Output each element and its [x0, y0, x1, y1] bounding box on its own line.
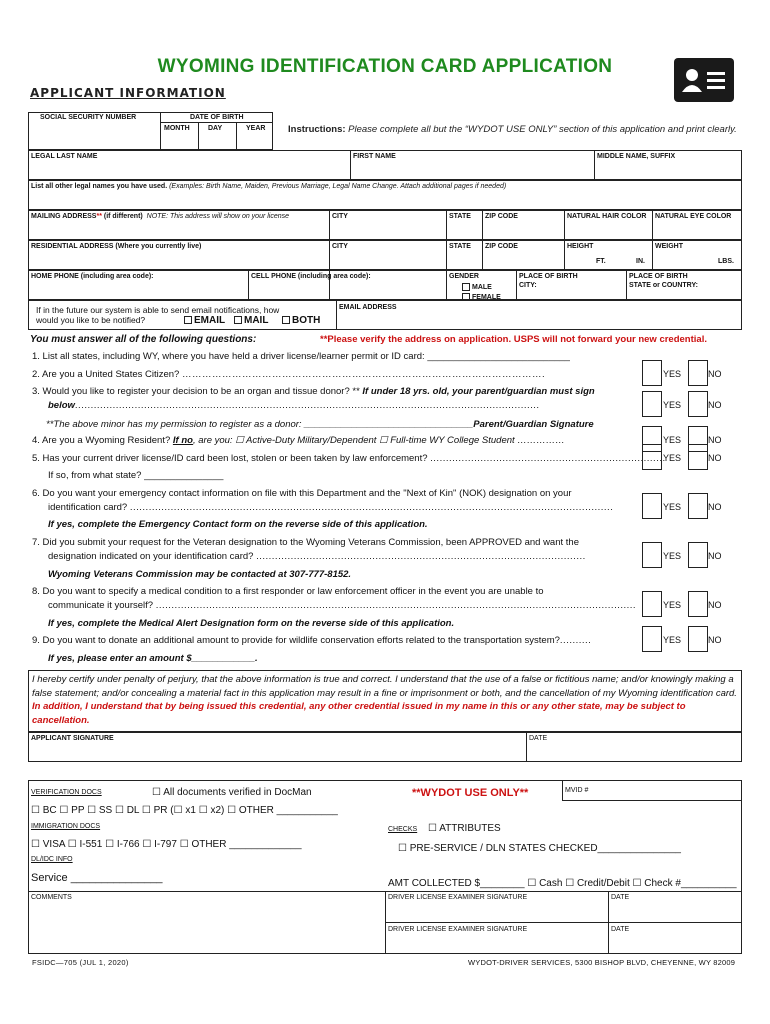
question-9: 9. Do you want to donate an additional amount to provide for wildlife conservation efforts related to the transportation system?..........: [32, 635, 592, 646]
immigration-docs-label: IMMIGRATION DOCS: [31, 823, 101, 830]
wydot-use-only: **WYDOT USE ONLY**: [412, 787, 529, 799]
day-label: DAY: [208, 125, 223, 132]
q9-yes-label: YES: [663, 635, 682, 645]
city-label: CITY: [332, 213, 348, 220]
eye-label: NATURAL EYE COLOR: [655, 213, 732, 220]
applicant-signature-label: APPLICANT SIGNATURE: [31, 735, 114, 742]
state-label-2: STATE: [449, 243, 471, 250]
form-number: FSIDC—705 (JUL 1, 2020): [32, 958, 129, 967]
mail-option[interactable]: MAIL: [234, 315, 268, 326]
all-docs-verified[interactable]: ☐ All documents verified in DocMan: [152, 787, 312, 798]
examiner-date-label-2: DATE: [611, 926, 630, 933]
examiner-signature-label-1: DRIVER LICENSE EXAMINER SIGNATURE: [388, 894, 528, 901]
height-label: HEIGHT: [567, 243, 594, 250]
month-label: MONTH: [164, 125, 190, 132]
q9-no-label: NO: [708, 635, 722, 645]
q3-yes-label: YES: [663, 400, 682, 410]
section-heading: APPLICANT INFORMATION: [30, 86, 226, 100]
year-label: YEAR: [246, 125, 266, 132]
question-5: 5. Has your current driver license/ID card been lost, stolen or been taken by law enforcement? ...........................................................................: [32, 453, 666, 464]
gender-label: GENDER: [449, 273, 479, 280]
dlidc-info-label: DL/IDC INFO: [31, 856, 73, 863]
question-5-state: If so, from what state? _______________: [48, 470, 224, 481]
q6-yes-label: YES: [663, 502, 682, 512]
question-6: 6. Do you want your emergency contact information on file with this Department and the "Next of Kin" (NOK) designation on your: [32, 488, 572, 499]
q5-yes-box[interactable]: [642, 444, 662, 470]
q7-no-box[interactable]: [688, 542, 708, 568]
pob-label: PLACE OF BIRTH: [519, 273, 578, 280]
cell-phone-label: CELL PHONE (including area code):: [251, 273, 371, 280]
attributes-option[interactable]: ☐ ATTRIBUTES: [428, 823, 501, 834]
date-label: DATE: [529, 735, 548, 742]
q6-no-box[interactable]: [688, 493, 708, 519]
comments-label: COMMENTS: [31, 894, 72, 901]
q7-yes-label: YES: [663, 551, 682, 561]
pob-state-label: PLACE OF BIRTH: [629, 273, 688, 280]
q3-yes-box[interactable]: [642, 391, 662, 417]
q4-yes-label: YES: [663, 435, 682, 445]
hair-label: NATURAL HAIR COLOR: [567, 213, 647, 220]
weight-label: WEIGHT: [655, 243, 683, 250]
q2-yes-box[interactable]: [642, 360, 662, 386]
signature-row: [28, 732, 742, 762]
minor-permission: **The above minor has my permission to register as a donor: ________________________________Parent/Guardian Signature: [46, 419, 594, 430]
email-address-label: EMAIL ADDRESS: [339, 304, 397, 311]
dob-label: DATE OF BIRTH: [190, 114, 244, 121]
question-6-b: identification card? ..........................................................................................................................................................: [48, 502, 614, 513]
q4-no-label: NO: [708, 435, 722, 445]
amount-collected[interactable]: AMT COLLECTED $________ ☐ Cash ☐ Credit/Debit ☐ Check #__________: [388, 878, 737, 889]
verification-options[interactable]: ☐ BC ☐ PP ☐ SS ☐ DL ☐ PR (☐ x1 ☐ x2) ☐ OTHER ___________: [31, 805, 338, 816]
id-card-icon: [674, 58, 734, 102]
certification-text: I hereby certify under penalty of perjury, that the above information is true and correct. I understand that the use of a false or fictitious name; and/or knowingly making a false statement; and/or concealing a material fact in this application may result in a fine or imprisonment or both, and the cancellation of my Wyoming identification card. In addition, I understand that by being issued this credential, any other credential issued in my name in this or any other state, may be subject to cancellation.: [32, 674, 737, 726]
q2-no-box[interactable]: [688, 360, 708, 386]
q3-no-label: NO: [708, 400, 722, 410]
q3-no-box[interactable]: [688, 391, 708, 417]
first-name-label: FIRST NAME: [353, 153, 396, 160]
q7-yes-box[interactable]: [642, 542, 662, 568]
q6-no-label: NO: [708, 502, 722, 512]
question-7-b: designation indicated on your identification card? .........................................................................................................: [48, 551, 586, 562]
question-7-note: Wyoming Veterans Commission may be contacted at 307-777-8152.: [48, 569, 352, 580]
footer-address: WYDOT-DRIVER SERVICES, 5300 BISHOP BLVD, CHEYENNE, WY 82009: [468, 958, 736, 967]
question-3-below: below....................................................................................................................................................: [48, 400, 540, 411]
female-option[interactable]: FEMALE: [462, 293, 501, 301]
examiner-signature-label-2: DRIVER LICENSE EXAMINER SIGNATURE: [388, 926, 528, 933]
instructions: Instructions: Please complete all but the “WYDOT USE ONLY” section of this application and print clearly.: [288, 124, 737, 135]
question-8-b: communicate it yourself? .........................................................................................................................................................: [48, 600, 637, 611]
question-1: 1. List all states, including WY, where you have held a driver license/learner permit or ID card: ___________________________: [32, 351, 570, 362]
q7-no-label: NO: [708, 551, 722, 561]
last-name-label: LEGAL LAST NAME: [31, 153, 98, 160]
service-field[interactable]: Service _______________: [31, 872, 163, 884]
q2-no-label: NO: [708, 369, 722, 379]
mailing-label: MAILING ADDRESS** (if different) NOTE: This address will show on your license: [31, 213, 290, 220]
home-phone-label: HOME PHONE (including area code):: [31, 273, 154, 280]
pob-city-label: CITY:: [519, 282, 537, 289]
q8-yes-label: YES: [663, 600, 682, 610]
question-9-amount: If yes, please enter an amount $____________.: [48, 653, 258, 664]
q9-no-box[interactable]: [688, 626, 708, 652]
zip-label-2: ZIP CODE: [485, 243, 518, 250]
q8-no-label: NO: [708, 600, 722, 610]
ft-label: FT.: [596, 258, 606, 265]
examiner-date-label-1: DATE: [611, 894, 630, 901]
q9-yes-box[interactable]: [642, 626, 662, 652]
residential-label: RESIDENTIAL ADDRESS (Where you currently live): [31, 243, 202, 250]
other-names-label: List all other legal names you have used. (Examples: Birth Name, Maiden, Previous Marriage, Legal Name Change. Attach additional pages if needed): [31, 183, 507, 190]
question-4: 4. Are you a Wyoming Resident? If no, are you: ☐ Active-Duty Military/Dependent ☐ Full-time WY College Student ……………: [32, 435, 565, 446]
form-title: WYOMING IDENTIFICATION CARD APPLICATION: [157, 56, 613, 77]
question-3: 3. Would you like to register your decision to be an organ and tissue donor? ** If under 18 yrs. old, your parent/guardian must sign: [32, 386, 595, 397]
immigration-options[interactable]: ☐ VISA ☐ I-551 ☐ I-766 ☐ I-797 ☐ OTHER _____________: [31, 839, 302, 850]
q8-no-box[interactable]: [688, 591, 708, 617]
lbs-label: LBS.: [718, 258, 734, 265]
in-label: IN.: [636, 258, 645, 265]
q5-no-label: NO: [708, 453, 722, 463]
preservice-option[interactable]: ☐ PRE-SERVICE / DLN STATES CHECKED_______________: [398, 843, 681, 854]
question-7: 7. Did you submit your request for the Veteran designation to the Wyoming Veterans Commission, been APPROVED and want the: [32, 537, 579, 548]
verify-address-note: **Please verify the address on application. USPS will not forward your new credential.: [320, 334, 707, 345]
q8-yes-box[interactable]: [642, 591, 662, 617]
mvid-label: MVID #: [565, 787, 589, 794]
pob-state-label-2: STATE or COUNTRY:: [629, 282, 698, 289]
verification-docs-label: VERIFICATION DOCS: [31, 789, 102, 796]
q2-yes-label: YES: [663, 369, 682, 379]
zip-label: ZIP CODE: [485, 213, 518, 220]
state-label: STATE: [449, 213, 471, 220]
email-option[interactable]: EMAIL: [184, 315, 225, 326]
middle-name-label: MIDDLE NAME, SUFFIX: [597, 153, 676, 160]
ssn-label: SOCIAL SECURITY NUMBER: [40, 114, 137, 121]
question-2: 2. Are you a United States Citizen? ……………………………………………………………………………………………….: [32, 369, 546, 380]
q6-yes-box[interactable]: [642, 493, 662, 519]
checks-label: CHECKS: [388, 826, 418, 833]
q5-yes-label: YES: [663, 453, 682, 463]
male-option[interactable]: MALE: [462, 283, 492, 291]
notify-question: If in the future our system is able to send email notifications, how would you like to be notified?: [36, 305, 280, 325]
both-option[interactable]: BOTH: [282, 315, 320, 326]
city-label-2: CITY: [332, 243, 348, 250]
question-6-note: If yes, complete the Emergency Contact form on the reverse side of this application.: [48, 519, 428, 530]
question-8-note: If yes, complete the Medical Alert Designation form on the reverse side of this application.: [48, 618, 455, 629]
question-8: 8. Do you want to specify a medical condition to a first responder or law enforcement officer in the event you are unable to: [32, 586, 544, 597]
questions-header: You must answer all of the following questions:: [30, 334, 257, 345]
q5-no-box[interactable]: [688, 444, 708, 470]
